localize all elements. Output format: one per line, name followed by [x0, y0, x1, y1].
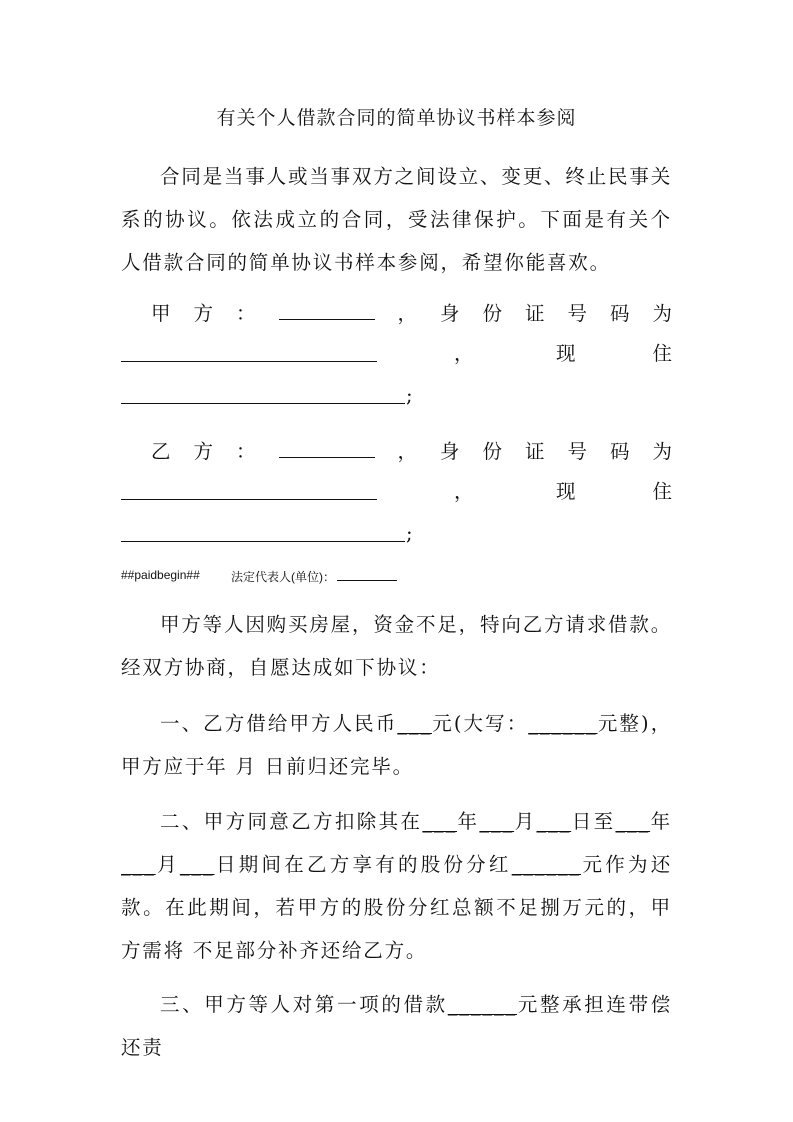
party-a-tail-3: 证 [524, 302, 545, 325]
party-b-id-blank[interactable] [121, 477, 377, 500]
party-b-zhu: 住 [652, 480, 672, 503]
party-a-address-blank[interactable] [121, 381, 405, 404]
party-b-comma: ， [397, 440, 417, 463]
party-a-xian: 现 [556, 342, 576, 365]
party-a-semicolon: ; [406, 384, 413, 407]
intro-paragraph: 合同是当事人或当事双方之间设立、变更、终止民事关系的协议。依法成立的合同，受法律保护。下面是有关个人借款合同的简单协议书样本参阅，希望你能喜欢。 [121, 165, 672, 274]
clause-2-year-1: 年 [457, 810, 480, 833]
clause-1-text-b: 元(大写： [432, 712, 529, 735]
paid-marker: ##paidbegin## [121, 568, 200, 582]
clause-2 [121, 800, 672, 972]
clause-3 [121, 983, 672, 1069]
party-a-label-2: 方 [193, 302, 214, 325]
party-b-label-2: 方 [193, 440, 214, 463]
clause-2-month-2: 月 [155, 853, 180, 876]
party-a-tail-5: 码 [609, 302, 630, 325]
party-b-tail-3: 证 [524, 440, 545, 463]
document-title: 有关个人借款合同的简单协议书样本参阅 [216, 107, 577, 129]
party-b-line-1 [121, 435, 672, 465]
clause-1-text-a: 一、乙方借给甲方人民币 [160, 712, 398, 735]
clause-2-text-a: 二、甲方同意乙方扣除其在 [160, 810, 423, 833]
clause-1-text-c: 元整)，甲方应于年 月 日前归还完毕。 [121, 712, 672, 778]
party-a-label-1: 甲 [151, 302, 171, 325]
clause-2-text-g: 日期间在乙方享有的股份分红 [214, 853, 512, 876]
party-a-tail-6: 为 [652, 302, 672, 325]
clause-3-amount-blank[interactable]: ______ [447, 993, 518, 1016]
party-b-tail-2: 份 [482, 440, 502, 463]
clause-2-blank-2[interactable]: ___ [479, 810, 515, 833]
party-b-xian: 现 [556, 480, 576, 503]
party-b-tail-1: 身 [439, 440, 460, 463]
clause-2-year-2: 年 [650, 810, 672, 833]
clause-3-text-a: 三、甲方等人对第一项的借款 [160, 993, 448, 1016]
party-a-zhu: 住 [652, 342, 672, 365]
party-a-id-blank[interactable] [121, 339, 377, 362]
party-b-line-2 [121, 477, 672, 507]
party-b-tail-5: 码 [609, 440, 630, 463]
party-a-tail-2: 份 [482, 302, 502, 325]
legal-rep-label: 法定代表人(单位)： [231, 570, 335, 584]
clause-2-dividend-blank[interactable]: ______ [511, 853, 581, 876]
party-b-label-1: 乙 [151, 440, 171, 463]
party-a-line-1 [121, 297, 672, 327]
party-a-comma: ， [397, 302, 417, 325]
party-a-tail-4: 号 [567, 302, 587, 325]
clause-1-capital-blank[interactable]: ______ [528, 712, 598, 735]
legal-rep-blank[interactable] [337, 569, 397, 581]
party-b-tail-6: 为 [652, 440, 672, 463]
party-b-line-3 [121, 519, 672, 549]
clause-3-text-b: 元整承担连带偿还责 [121, 993, 672, 1059]
clause-2-blank-3[interactable]: ___ [536, 810, 572, 833]
party-a-name-blank[interactable] [279, 297, 375, 320]
clause-2-day-to: 日至 [571, 810, 616, 833]
clause-2-blank-6[interactable]: ___ [179, 853, 215, 876]
party-a-tail-1: 身 [439, 302, 460, 325]
clause-1 [121, 702, 672, 788]
party-b-comma-2: ， [454, 480, 474, 503]
purpose-paragraph: 甲方等人因购买房屋，资金不足，特向乙方请求借款。经双方协商，自愿达成如下协议： [121, 613, 672, 679]
party-a-line-2 [121, 339, 672, 369]
party-b-label-3: ： [236, 440, 256, 463]
legal-rep-line [121, 568, 335, 584]
party-b-semicolon: ; [406, 522, 413, 545]
party-b-address-blank[interactable] [121, 519, 405, 542]
clause-2-text-h: 元作为还款。在此期间，若甲方的股份分红总额不足捌万元的，甲方需将 不足部分补齐还给乙方。 [121, 853, 672, 962]
clause-1-amount-blank[interactable]: ___ [397, 712, 432, 735]
party-b-name-blank[interactable] [279, 435, 375, 458]
clause-2-month-1: 月 [514, 810, 537, 833]
party-b-tail-4: 号 [567, 440, 587, 463]
party-a-line-3 [121, 381, 672, 411]
party-a-comma-2: ， [454, 342, 474, 365]
clause-2-blank-5[interactable]: ___ [121, 853, 156, 876]
clause-2-blank-4[interactable]: ___ [615, 810, 651, 833]
party-a-label-3: ： [236, 302, 256, 325]
clause-2-blank-1[interactable]: ___ [422, 810, 457, 833]
